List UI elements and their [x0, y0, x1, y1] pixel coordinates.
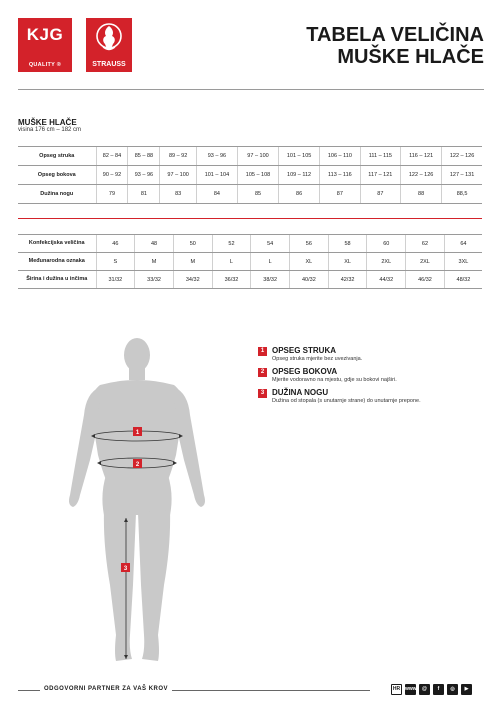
- svg-text:2: 2: [135, 462, 140, 468]
- table-row: [18, 185, 482, 204]
- table-cell: 116 – 121: [401, 147, 442, 166]
- page-title: [306, 24, 484, 68]
- table-cell: XL: [290, 253, 329, 271]
- legend-number: 1: [258, 347, 267, 356]
- measurement-legend: [258, 346, 484, 409]
- table-cell: 93 – 96: [196, 147, 237, 166]
- table-cell: 90 – 92: [96, 166, 128, 185]
- row-label: Širina i dužina u inčima: [18, 271, 96, 289]
- legend-description: Dužina od stopala (s unutarnje strane) do unutarnje prepone.: [272, 398, 421, 404]
- table-cell: 89 – 92: [160, 147, 197, 166]
- footer-tagline: ODGOVORNI PARTNER ZA VAŠ KROV: [40, 686, 172, 692]
- table-cell: 48/32: [444, 271, 482, 289]
- table-cell: 38/32: [251, 271, 290, 289]
- legend-title: OPSEG STRUKA: [272, 346, 337, 355]
- strauss-logo-text: STRAUSS: [92, 61, 126, 68]
- table-cell: 46/32: [406, 271, 445, 289]
- table-cell: 101 – 105: [279, 147, 320, 166]
- kjg-logo-tagline: QUALITY ®: [28, 62, 62, 68]
- table-cell: 56: [290, 235, 329, 253]
- table-cell: 97 – 100: [160, 166, 197, 185]
- table-cell: 127 – 131: [442, 166, 482, 185]
- legend-item-leg-length: [258, 388, 484, 405]
- table-cell: XL: [328, 253, 367, 271]
- instagram-icon[interactable]: ◎: [447, 684, 458, 695]
- table-row: [18, 235, 482, 253]
- table-cell: 42/32: [328, 271, 367, 289]
- youtube-icon[interactable]: ▶: [461, 684, 472, 695]
- table-cell: 52: [212, 235, 251, 253]
- row-label: Opseg bokova: [18, 166, 96, 185]
- svg-text:1: 1: [135, 430, 140, 436]
- table-cell: 48: [135, 235, 174, 253]
- page-title-line-1: TABELA VELIČINA: [306, 24, 484, 46]
- table-cell: 86: [279, 185, 320, 204]
- table-cell: 84: [196, 185, 237, 204]
- measurements-table: [18, 146, 482, 204]
- table-cell: L: [212, 253, 251, 271]
- red-divider: [18, 218, 482, 219]
- table-cell: 87: [320, 185, 360, 204]
- table-cell: 62: [406, 235, 445, 253]
- legend-number: 3: [258, 389, 267, 398]
- table-cell: 87: [360, 185, 400, 204]
- table-cell: 101 – 104: [196, 166, 237, 185]
- table-cell: 85 – 88: [128, 147, 160, 166]
- table-row: [18, 253, 482, 271]
- size-conversion-table: [18, 234, 482, 289]
- row-label: Konfekcijska veličina: [18, 235, 96, 253]
- marker-3: [121, 563, 130, 572]
- table-cell: 93 – 96: [128, 166, 160, 185]
- svg-text:3: 3: [123, 566, 128, 572]
- table-cell: 58: [328, 235, 367, 253]
- table-row: [18, 166, 482, 185]
- table-cell: 109 – 112: [279, 166, 320, 185]
- row-label: Opseg struka: [18, 147, 96, 166]
- table-cell: 36/32: [212, 271, 251, 289]
- legend-item-hips: [258, 367, 484, 384]
- table-cell: 50: [173, 235, 212, 253]
- header-divider: [18, 89, 484, 90]
- table-cell: 2XL: [367, 253, 406, 271]
- table-cell: 33/32: [135, 271, 174, 289]
- page-title-line-2: MUŠKE HLAČE: [337, 46, 484, 68]
- table-cell: 105 – 108: [237, 166, 278, 185]
- table-cell: 34/32: [173, 271, 212, 289]
- kjg-logo: [18, 18, 72, 72]
- table-cell: 111 – 115: [360, 147, 400, 166]
- footer-icons: [391, 684, 472, 695]
- marker-2: [133, 459, 142, 468]
- table-cell: 117 – 121: [360, 166, 400, 185]
- section-subtitle: visina 176 cm – 182 cm: [18, 127, 82, 133]
- legend-description: Opseg struka mjerite bez uvezivanja.: [272, 356, 363, 362]
- table-cell: 60: [367, 235, 406, 253]
- table-cell: 97 – 100: [237, 147, 278, 166]
- table-cell: L: [251, 253, 290, 271]
- table-cell: 46: [96, 235, 135, 253]
- legend-title: OPSEG BOKOVA: [272, 367, 338, 376]
- body-figure: [40, 335, 230, 670]
- table-cell: 44/32: [367, 271, 406, 289]
- row-label: Dužina nogu: [18, 185, 96, 204]
- table-cell: 64: [444, 235, 482, 253]
- kjg-logo-text: KJG: [26, 25, 64, 44]
- table-cell: 82 – 84: [96, 147, 128, 166]
- legend-description: Mjerite vodoravno na mjestu, gdje su bokovi najširi.: [272, 377, 397, 383]
- section-title: MUŠKE HLAČE: [18, 118, 77, 127]
- table-cell: 122 – 126: [401, 166, 442, 185]
- table-cell: 88,5: [442, 185, 482, 204]
- table-cell: S: [96, 253, 135, 271]
- table-cell: 106 – 110: [320, 147, 360, 166]
- table-cell: 81: [128, 185, 160, 204]
- table-cell: 88: [401, 185, 442, 204]
- table-cell: M: [135, 253, 174, 271]
- table-cell: M: [173, 253, 212, 271]
- table-cell: 85: [237, 185, 278, 204]
- table-cell: 79: [96, 185, 128, 204]
- table-cell: 31/32: [96, 271, 135, 289]
- legend-title: DUŽINA NOGU: [272, 388, 329, 397]
- marker-1: [133, 427, 142, 436]
- strauss-emblem-icon: [95, 23, 123, 53]
- table-cell: 40/32: [290, 271, 329, 289]
- strauss-logo: [86, 18, 132, 72]
- legend-number: 2: [258, 368, 267, 377]
- table-cell: 83: [160, 185, 197, 204]
- table-cell: 2XL: [406, 253, 445, 271]
- hr-flag-icon[interactable]: HR: [391, 684, 402, 695]
- table-cell: 54: [251, 235, 290, 253]
- table-cell: 113 – 116: [320, 166, 360, 185]
- web-icon[interactable]: www: [405, 684, 416, 695]
- email-icon[interactable]: @: [419, 684, 430, 695]
- table-row: [18, 147, 482, 166]
- row-label: Međunarodna oznaka: [18, 253, 96, 271]
- table-cell: 122 – 126: [442, 147, 482, 166]
- legend-item-waist: [258, 346, 484, 363]
- facebook-icon[interactable]: f: [433, 684, 444, 695]
- table-cell: 3XL: [444, 253, 482, 271]
- table-row: [18, 271, 482, 289]
